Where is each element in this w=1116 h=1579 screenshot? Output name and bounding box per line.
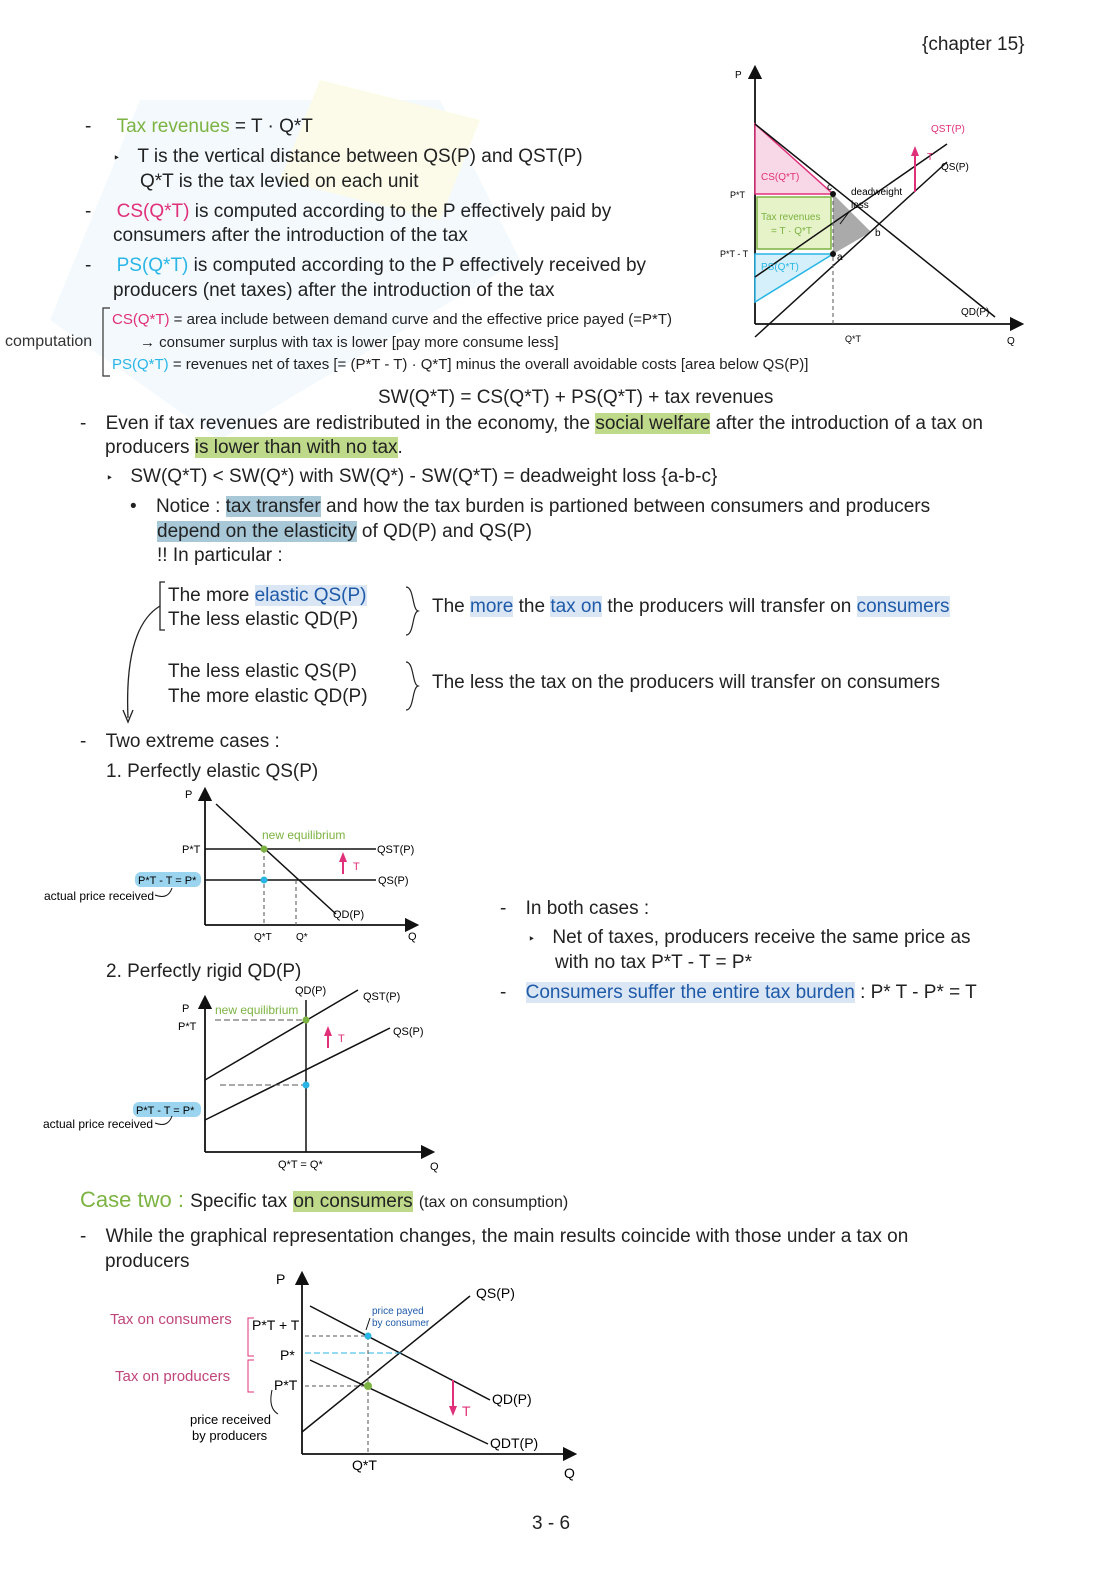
label-qd: QD(P) (492, 1391, 532, 1407)
dash: - (80, 731, 87, 752)
dash: - (80, 413, 87, 434)
label-q: Q (408, 931, 417, 943)
label-qst: QST(P) (377, 844, 415, 856)
ps-text-2: producers (net taxes) after the introduction of the tax (113, 280, 555, 301)
comp-cs-arrow: → consumer surplus with tax is lower [pay more consume less] (140, 334, 559, 351)
social-welfare-hl: social welfare (595, 413, 711, 434)
brace-a (402, 585, 422, 637)
label-actual: actual price received (44, 889, 155, 903)
label-ptt: P*T + T (252, 1317, 300, 1333)
label-dwl-2: loss (851, 200, 869, 211)
while-line-2: producers (105, 1251, 190, 1272)
label-taxrev-1: Tax revenues (761, 212, 821, 223)
extreme-title-text: Two extreme cases : (105, 731, 280, 752)
cs-area (755, 124, 833, 194)
notice-text: and how the tax burden is partioned between consumers and producers (325, 496, 931, 517)
label-tax-cons: Tax on consumers (110, 1311, 232, 1328)
cs-label: CS(Q*T) (116, 201, 190, 222)
new-eq-point (303, 1017, 310, 1024)
recv-pointer (271, 1390, 278, 1414)
t-arrow-head (449, 1406, 457, 1416)
case-two-hl: on consumers (293, 1191, 413, 1212)
chart-tax-on-consumers (100, 1268, 590, 1488)
label-qd: QD(P) (961, 307, 990, 318)
label-qtx: Q*T (845, 334, 862, 344)
chapter-label: {chapter 15} (922, 34, 1025, 55)
label-payed-1: price payed (372, 1306, 424, 1317)
both-title-text: In both cases : (525, 898, 650, 919)
both-net-1: Net of taxes, producers receive the same price as (552, 927, 971, 948)
even-line-1 (80, 412, 983, 436)
while-text: While the graphical representation changes, the main results coincide with those under a tax on (105, 1226, 909, 1247)
tax-revenues-formula: = T · Q*T (234, 116, 313, 137)
res-a-1: The (432, 596, 465, 617)
label-p: P (185, 789, 193, 801)
both-burden (500, 981, 977, 1005)
label-qst: QST(P) (363, 991, 401, 1003)
label-c: c (827, 182, 832, 193)
ps-text: is computed according to the P effectively received by (193, 255, 647, 276)
label-actual: actual price received (43, 1117, 154, 1131)
label-q: Q (564, 1465, 575, 1481)
page-number: 3 - 6 (532, 1513, 571, 1534)
label-b: b (875, 228, 881, 239)
depend-text: of QD(P) and QS(P) (361, 521, 532, 542)
t-arrow-head (911, 146, 919, 156)
dash: - (80, 1226, 87, 1247)
extreme-title (80, 730, 280, 754)
elastic-a1-pre: The more (168, 585, 250, 606)
case-two-line (80, 1186, 568, 1217)
label-qd: QD(P) (295, 985, 327, 997)
bracket-prod (248, 1360, 254, 1392)
label-qs: QS(P) (393, 1026, 424, 1038)
comp-ps-text: = revenues net of taxes [= (P*T - T) · Q*T] minus the overall avoidable costs [area below QS(P)] (172, 356, 809, 373)
res-a-2: the (518, 596, 546, 617)
particular: !! In particular : (157, 545, 283, 566)
label-tax-prod: Tax on producers (115, 1368, 231, 1385)
elastic-b2: The more elastic QD(P) (168, 686, 368, 707)
dash: - (500, 982, 507, 1003)
dash: - (500, 898, 507, 919)
sub-bullet-t (113, 145, 583, 170)
tax-transfer-hl: tax transfer (225, 496, 321, 517)
both-net (528, 926, 971, 951)
res-a-3: the producers will transfer on (607, 596, 852, 617)
comp-ps-label: PS(Q*T) (112, 356, 169, 373)
label-pt-hl: P*T - T = P* (138, 875, 197, 887)
res-a-cons: consumers (856, 596, 950, 617)
label-q: Q (1007, 336, 1015, 347)
dash: - (85, 116, 92, 137)
lower-hl: is lower than with no tax (194, 437, 398, 458)
label-p: P (735, 70, 742, 81)
bullet-ps (85, 254, 646, 278)
arrow-bullet: ‣ (528, 932, 536, 946)
label-q: Q (430, 1161, 439, 1173)
label-ptt: P*T - T (720, 249, 749, 259)
actual-price-point (261, 877, 268, 884)
label-qs: QS(P) (476, 1285, 515, 1301)
label-ps: PS(Q*T) (761, 262, 799, 273)
label-qs: QS(P) (378, 875, 409, 887)
t-arrow-head (324, 1026, 332, 1036)
while-line (80, 1225, 908, 1249)
label-p: P (182, 1003, 190, 1015)
new-eq-point (261, 846, 268, 853)
notice-line (130, 495, 930, 519)
case2-title: 2. Perfectly rigid QD(P) (106, 961, 302, 982)
case-two-text: Specific tax (190, 1191, 288, 1212)
ps-label: PS(Q*T) (116, 255, 189, 276)
elastic-b1: The less elastic QS(P) (168, 661, 357, 682)
payed-pointer (366, 1318, 370, 1330)
brace-b (402, 660, 422, 712)
period: . (397, 437, 403, 458)
label-qt: Q*T = Q* (278, 1159, 323, 1171)
chart-tax-on-producers (715, 62, 1035, 352)
computation-label: computation (5, 333, 93, 350)
both-net-2: with no tax P*T - T = P* (555, 952, 752, 973)
label-qd: QD(P) (333, 909, 365, 921)
elastic-a1 (168, 584, 367, 608)
label-t: T (462, 1403, 471, 1419)
res-a-more: more (470, 596, 514, 617)
case-two-label: Case two : (80, 1187, 184, 1212)
actual-pointer (155, 1116, 172, 1124)
comp-cs-text: = area include between demand curve and the effective price payed (=P*T) (173, 311, 673, 328)
label-recv-2: by producers (192, 1428, 268, 1443)
q-levied-text: Q*T is the tax levied on each unit (140, 171, 419, 192)
label-pt: P*T (182, 844, 201, 856)
demand-line (216, 804, 336, 914)
elastic-b-result: The less the tax on the producers will transfer on consumers (432, 672, 940, 693)
burden-text: : P* T - P* = T (860, 982, 977, 1003)
label-a: a (837, 252, 843, 263)
depend-line (157, 520, 532, 544)
label-t: T (338, 1033, 345, 1045)
ineq-text: SW(Q*T) < SW(Q*) with SW(Q*) - SW(Q*T) = deadweight loss {a-b-c} (130, 466, 718, 487)
new-eq-point (364, 1382, 372, 1390)
label-new-eq: new equilibrium (262, 828, 346, 842)
case1-title: 1. Perfectly elastic QS(P) (106, 761, 319, 782)
label-taxrev-2: = T · Q*T (771, 226, 813, 237)
elastic-a2: The less elastic QD(P) (168, 609, 359, 630)
demand-taxed-line (310, 1360, 488, 1444)
actual-pointer (155, 888, 172, 896)
comp-cs-line (112, 310, 672, 330)
label-p: P (276, 1271, 286, 1287)
notice-label: Notice : (155, 496, 221, 517)
even-text-c: producers (105, 437, 190, 458)
label-qt: Q*T (352, 1457, 377, 1473)
tax-revenues-label: Tax revenues (116, 116, 230, 137)
cs-text: is computed according to the P effectively paid by (194, 201, 612, 222)
elastic-a1-blue: elastic QS(P) (254, 585, 367, 606)
label-new-eq: new equilibrium (215, 1003, 299, 1017)
even-text-a: Even if tax revenues are redistributed in the economy, the (105, 413, 591, 434)
dash: - (85, 255, 92, 276)
label-cs: CS(Q*T) (761, 172, 800, 183)
label-pt: P*T (274, 1377, 298, 1393)
elastic-a-result (432, 595, 950, 619)
comp-ps-line (112, 355, 808, 375)
label-t: T (353, 861, 360, 873)
depend-hl: depend on the elasticity (157, 521, 357, 542)
computation-bracket (98, 306, 112, 378)
res-a-tax: tax on (550, 596, 603, 617)
both-title (500, 897, 649, 921)
sw-inequality (106, 465, 717, 490)
label-payed-2: by consumer (372, 1318, 430, 1329)
even-line-2 (105, 436, 403, 460)
label-qstar: Q* (296, 932, 308, 943)
label-t: T (927, 152, 934, 163)
burden-hl: Consumers suffer the entire tax burden (525, 982, 855, 1003)
t-vertical-text: T is the vertical distance between QS(P) and QST(P) (137, 146, 583, 167)
chart-elastic-supply (40, 782, 440, 950)
label-qs: QS(P) (941, 162, 969, 173)
chart-rigid-demand (40, 980, 460, 1175)
t-arrow-head (339, 852, 347, 862)
bullet-tax-revenues (85, 115, 313, 139)
arrow-bullet: ‣ (106, 471, 114, 485)
label-qdt: QDT(P) (490, 1435, 539, 1451)
bullet-cs (85, 200, 611, 224)
actual-price-point (303, 1082, 310, 1089)
label-qst: QST(P) (931, 124, 965, 135)
comp-cs-label: CS(Q*T) (112, 311, 170, 328)
point-a (830, 251, 836, 257)
label-dwl-1: deadweight (851, 187, 903, 198)
sw-formula: SW(Q*T) = CS(Q*T) + PS(Q*T) + tax revenues (378, 387, 774, 408)
even-text-b: after the introduction of a tax on (715, 413, 983, 434)
label-pt: P*T (730, 190, 746, 200)
supply-line (205, 1028, 390, 1120)
label-recv-1: price received (190, 1412, 271, 1427)
cs-text-2: consumers after the introduction of the tax (113, 225, 468, 246)
dot-bullet: • (130, 496, 137, 517)
price-payed-point (365, 1333, 372, 1340)
label-qt: Q*T (254, 932, 272, 943)
dash: - (85, 201, 92, 222)
case-two-small: (tax on consumption) (418, 1194, 569, 1211)
label-pstar: P* (280, 1347, 295, 1363)
label-pt: P*T (178, 1021, 197, 1033)
label-pt-hl: P*T - T = P* (136, 1105, 195, 1117)
tax-revenues-area (757, 197, 831, 249)
arrow-bullet: ‣ (113, 151, 121, 165)
